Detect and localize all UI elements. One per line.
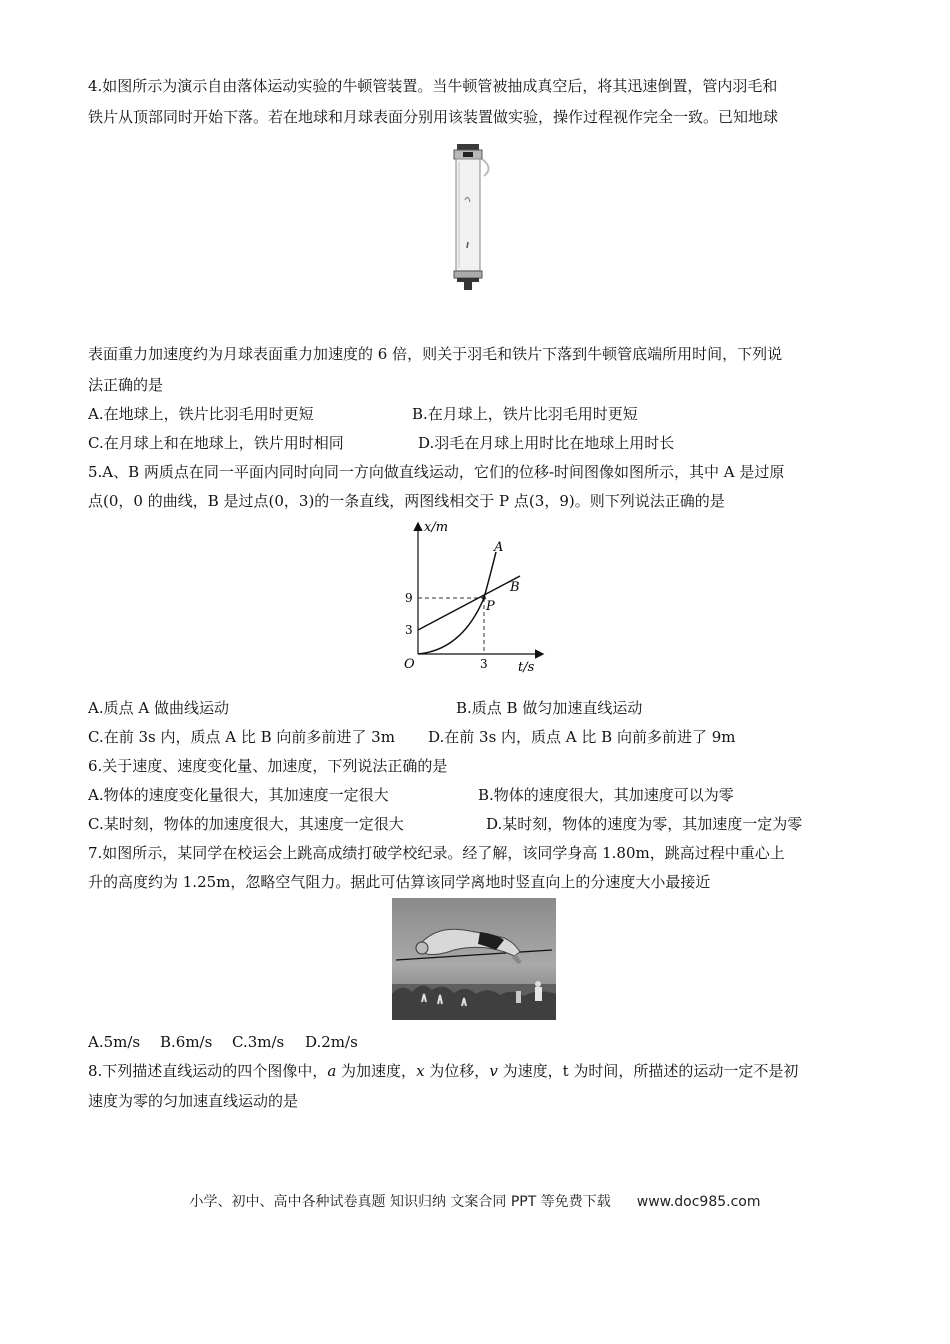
q4-option-b: B.在月球上，铁片比羽毛用时更短 xyxy=(412,405,638,423)
tick-y-9: 9 xyxy=(405,591,413,605)
q8-symbol-x: x xyxy=(416,1062,425,1080)
q4-text-line-3: 表面重力加速度约为月球表面重力加速度的 6 倍，则关于羽毛和铁片下落到牛顿管底端所用时间，下列说 xyxy=(88,345,783,363)
position-time-graph xyxy=(402,518,550,678)
spectator-body xyxy=(535,987,542,1001)
q7-option-c: C.3m/s xyxy=(232,1033,285,1051)
q7-text-line-1: 7.如图所示，某同学在校运会上跳高成绩打破学校纪录。经了解，该同学身高 1.80m，跳高过程中重心上 xyxy=(88,844,785,862)
q8-line1-mid1: 为加速度， xyxy=(336,1062,417,1080)
q7-option-d: D.2m/s xyxy=(305,1033,358,1051)
q8-line1-pre: 8.下列描述直线运动的四个图像中， xyxy=(88,1062,328,1080)
footer-url-link[interactable]: www.doc985.com xyxy=(636,1194,761,1210)
tick-x-3: 3 xyxy=(480,657,488,671)
q4-text-line-2: 铁片从顶部同时开始下落。若在地球和月球表面分别用该装置做实验，操作过程视作完全一致。已知地球 xyxy=(88,108,779,126)
q5-text-line-2: 点(0，0 的曲线，B 是过点(0，3)的一条直线，两图线相交于 P 点(3，9)。则下列说法正确的是 xyxy=(88,492,725,510)
q5-option-a: A.质点 A 做曲线运动 xyxy=(88,699,229,717)
q6-option-b: B.物体的速度很大，其加速度可以为零 xyxy=(478,786,734,804)
q6-text-line-1: 6.关于速度、速度变化量、加速度，下列说法正确的是 xyxy=(88,757,448,775)
tick-y-3: 3 xyxy=(405,623,413,637)
jumper-head xyxy=(416,942,428,954)
page-footer xyxy=(0,1191,950,1211)
q4-option-d: D.羽毛在月球上用时比在地球上用时长 xyxy=(418,434,675,452)
y-axis-label: x/m xyxy=(424,520,449,535)
q5-option-d: D.在前 3s 内，质点 A 比 B 向前多前进了 9m xyxy=(428,728,736,746)
curve-a-label: A xyxy=(494,540,504,555)
q7-option-b: B.6m/s xyxy=(160,1033,213,1051)
q4-option-a: A.在地球上，铁片比羽毛用时更短 xyxy=(88,405,314,423)
q4-option-c: C.在月球上和在地球上，铁片用时相同 xyxy=(88,434,344,452)
q8-symbol-a: a xyxy=(327,1062,337,1080)
q8-text-line-1 xyxy=(88,1061,798,1081)
footer-text: 小学、初中、高中各种试卷真题 知识归纳 文案合同 PPT 等免费下载 xyxy=(189,1194,611,1210)
q5-option-b: B.质点 B 做匀加速直线运动 xyxy=(456,699,643,717)
q5-text-line-1: 5.A、B 两质点在同一平面内同时向同一方向做直线运动，它们的位移-时间图像如图所示，其中 A 是过原 xyxy=(88,463,785,481)
q4-text-line-4: 法正确的是 xyxy=(88,376,164,394)
line-b-label: B xyxy=(510,580,520,595)
x-axis-label: t/s xyxy=(518,660,535,675)
q8-line1-post: 为速度，t 为时间，所描述的运动一定不是初 xyxy=(497,1062,799,1080)
newton-tube-figure xyxy=(440,142,498,292)
origin-label: O xyxy=(404,657,415,672)
q5-option-c: C.在前 3s 内，质点 A 比 B 向前多前进了 3m xyxy=(88,728,395,746)
q6-option-d: D.某时刻，物体的速度为零，其加速度一定为零 xyxy=(486,815,803,833)
q7-text-line-2: 升的高度约为 1.25m，忽略空气阻力。据此可估算该同学离地时竖直向上的分速度大小最接近 xyxy=(88,873,711,891)
spectator-head xyxy=(535,981,541,987)
q8-symbol-v: v xyxy=(489,1062,498,1080)
line-b xyxy=(418,576,520,630)
q6-option-c: C.某时刻，物体的加速度很大，其速度一定很大 xyxy=(88,815,404,833)
high-jump-photo xyxy=(392,898,556,1020)
point-p-label: P xyxy=(486,599,495,614)
q8-text-line-2: 速度为零的匀加速直线运动的是 xyxy=(88,1092,299,1110)
q7-option-a: A.5m/s xyxy=(88,1033,141,1051)
q8-line1-mid2: 为位移， xyxy=(424,1062,490,1080)
q6-option-a: A.物体的速度变化量很大，其加速度一定很大 xyxy=(88,786,389,804)
curve-a xyxy=(418,552,496,654)
q4-text-line-1: 4.如图所示为演示自由落体运动实验的牛顿管装置。当牛顿管被抽成真空后，将其迅速倒置，管内羽毛和 xyxy=(88,77,778,95)
